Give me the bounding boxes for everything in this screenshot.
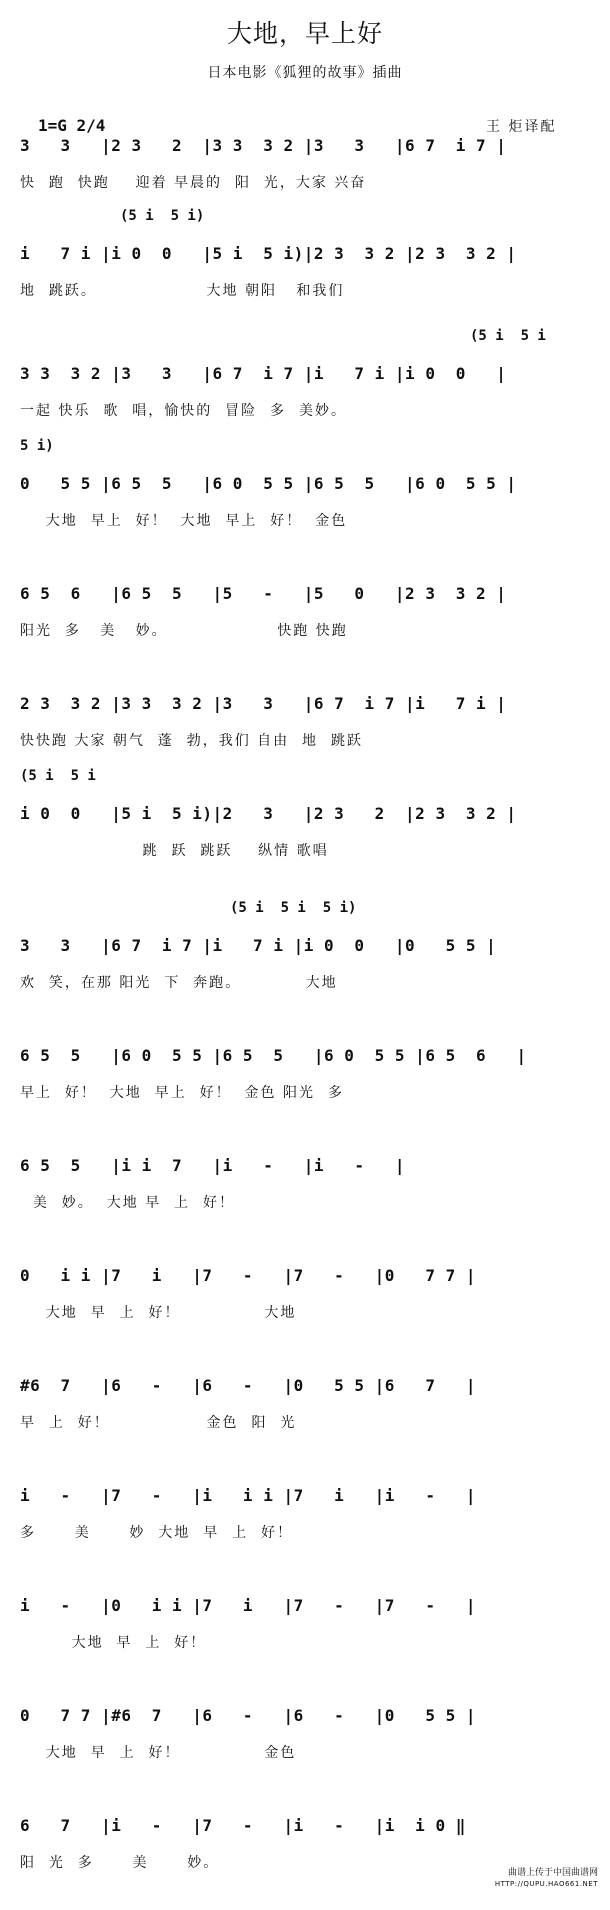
lyric-line: 一起 快乐 歌 唱，愉快的 冒险 多 美妙。	[20, 403, 347, 419]
score-row	[0, 1780, 610, 1910]
note-line: 3 3 3 2 |3 3 |6 7 i 7 |i 7 i |i 0 0 |	[20, 364, 507, 383]
score-row	[0, 768, 610, 898]
note-line: #6 7 |6 - |6 - |0 5 5 |6 7 |	[20, 1376, 476, 1395]
score-row	[0, 208, 610, 338]
ornament-annotation: (5 i 5 i	[20, 768, 96, 784]
song-subtitle: 日本电影《狐狸的故事》插曲	[207, 65, 403, 81]
ornament-annotation: 5 i)	[20, 438, 54, 454]
lyric-line: 欢 笑，在那 阳光 下 奔跑。 大地	[20, 975, 338, 991]
lyric-line: 大地 早 上 好！	[20, 1635, 207, 1651]
note-line: 2 3 3 2 |3 3 3 2 |3 3 |6 7 i 7 |i 7 i |	[20, 694, 507, 713]
lyric-line: 阳 光 多 美 妙。	[20, 1855, 220, 1871]
footer-url: HTTP://QUPU.HAO661.NET	[494, 1880, 598, 1888]
note-line: 6 5 6 |6 5 5 |5 - |5 0 |2 3 3 2 |	[20, 584, 507, 603]
lyric-line: 跳 跃 跳跃 纵情 歌唱	[20, 843, 329, 859]
note-line: 6 5 5 |i i 7 |i - |i - |	[20, 1156, 406, 1175]
lyric-line: 美 妙。 大地 早 上 好！	[20, 1195, 235, 1211]
key-signature: 1=G 2/4	[38, 116, 106, 135]
note-line: i 7 i |i 0 0 |5 i 5 i)|2 3 3 2 |2 3 3 2 |	[20, 244, 517, 263]
footer-line1: 曲谱上传于中国曲谱网	[507, 1868, 598, 1878]
note-line: 0 7 7 |#6 7 |6 - |6 - |0 5 5 |	[20, 1706, 476, 1725]
lyric-line: 大地 早 上 好！ 大地	[20, 1305, 297, 1321]
composer-credit: 王 炬译配	[486, 119, 557, 135]
note-line: 0 5 5 |6 5 5 |6 0 5 5 |6 5 5 |6 0 5 5 |	[20, 474, 517, 493]
note-line: i - |7 - |i i i |7 i |i - |	[20, 1486, 476, 1505]
note-line: 3 3 |6 7 i 7 |i 7 i |i 0 0 |0 5 5 |	[20, 936, 497, 955]
footer-credit	[495, 1868, 598, 1890]
note-line: 6 5 5 |6 0 5 5 |6 5 5 |6 0 5 5 |6 5 6 |	[20, 1046, 527, 1065]
song-title: 大地，早上好	[226, 19, 383, 48]
ornament-annotation: (5 i 5 i	[470, 328, 546, 344]
lyric-line: 多 美 妙 大地 早 上 好！	[20, 1525, 294, 1541]
lyric-line: 快 跑 快跑 迎着 早晨的 阳 光，大家 兴奋	[20, 175, 367, 191]
lyric-line: 大地 早上 好！ 大地 早上 好！ 金色	[20, 513, 348, 529]
note-line: i 0 0 |5 i 5 i)|2 3 |2 3 2 |2 3 3 2 |	[20, 804, 517, 823]
lyric-line: 大地 早 上 好！ 金色	[20, 1745, 297, 1761]
lyric-line: 早上 好！ 大地 早上 好！ 金色 阳光 多	[20, 1085, 344, 1101]
note-line: 6 7 |i - |7 - |i - |i i 0 ‖	[20, 1816, 466, 1835]
note-line: 0 i i |7 i |7 - |7 - |0 7 7 |	[20, 1266, 476, 1285]
lyric-line: 阳光 多 美 妙。 快跑 快跑	[20, 623, 348, 639]
note-line: i - |0 i i |7 i |7 - |7 - |	[20, 1596, 476, 1615]
ornament-annotation: (5 i 5 i)	[120, 208, 205, 224]
ornament-annotation: (5 i 5 i 5 i)	[230, 900, 357, 916]
note-line: 3 3 |2 3 2 |3 3 3 2 |3 3 |6 7 i 7 |	[20, 136, 507, 155]
lyric-line: 早 上 好！ 金色 阳 光	[20, 1415, 297, 1431]
lyric-line: 地 跳跃。 大地 朝阳 和我们	[20, 283, 345, 299]
lyric-line: 快快跑 大家 朝气 蓬 勃，我们 自由 地 跳跃	[20, 733, 363, 749]
